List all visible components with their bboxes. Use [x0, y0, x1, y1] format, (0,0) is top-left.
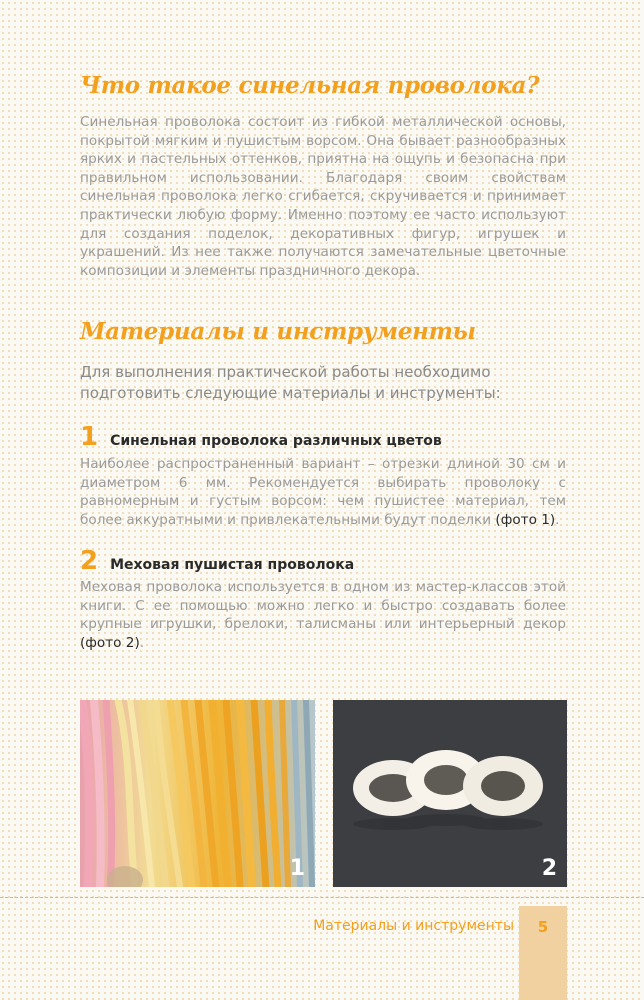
item-1-number: 1	[80, 422, 99, 452]
item-1-title: Синельная проволока различных цветов	[110, 433, 442, 449]
materials-intro: Для выполнения практической работы необходимо подготовить следующие материалы и инструменты:	[80, 363, 501, 402]
item-2-number: 2	[80, 546, 99, 576]
photo-fur-wire	[333, 700, 567, 887]
item-1-heading	[80, 424, 442, 450]
item-2-heading	[80, 548, 354, 574]
photo-1-label: 1	[289, 856, 305, 881]
item-2-body: Меховая проволока используется в одном из мастер-классов этой книги. С ее помощью можно легко и быстро создавать более крупные игрушки, брелоки, талисманы или интерьерный декор	[80, 579, 566, 633]
section-title-chenille: Что такое синельная проволока?	[80, 72, 540, 99]
photo-chenille-wire	[80, 700, 315, 887]
photo-2-label: 2	[541, 856, 557, 881]
photo-2-reference: (фото 2)	[80, 634, 140, 651]
section-title-materials: Материалы и инструменты	[80, 318, 476, 345]
page-tab	[519, 906, 567, 1000]
fur-wire-image	[333, 700, 567, 887]
item-1-description	[80, 455, 566, 529]
page-number: 5	[537, 918, 549, 936]
running-footer-section: Материалы и инструменты	[313, 918, 514, 934]
item-2-tail: .	[139, 634, 145, 651]
item-2-description	[80, 578, 566, 652]
photo-1-reference: (фото 1)	[495, 511, 556, 528]
item-1-body: Наиболее распространенный вариант – отрезки длиной 30 см и диаметром 6 мм. Рекомендуется выбирать проволоку с равномерным и густым ворсом: чем пушистее материал, тем более аккуратными и привлекательными будут поделки	[80, 456, 566, 528]
chenille-description: Синельная проволока состоит из гибкой металлической основы, покрытой мягким и пушистым ворсом. Она бывает разнообразных ярких и пастельных оттенков, приятна на ощупь и безопасна при правильном использовании. Благодаря своим свойствам синельная проволока легко сгибается, скручивается и принимает практически любую форму. Именно поэтому ее часто используют для создания поделок, декоративных фигур, игрушек и украшений. Из нее также получаются замечательные цветочные композиции и элементы праздничного декора.	[80, 114, 566, 279]
item-2-title: Меховая пушистая проволока	[110, 557, 355, 573]
chenille-wire-image	[80, 700, 315, 887]
footer-separator	[0, 897, 644, 898]
item-1-tail: .	[555, 511, 560, 528]
